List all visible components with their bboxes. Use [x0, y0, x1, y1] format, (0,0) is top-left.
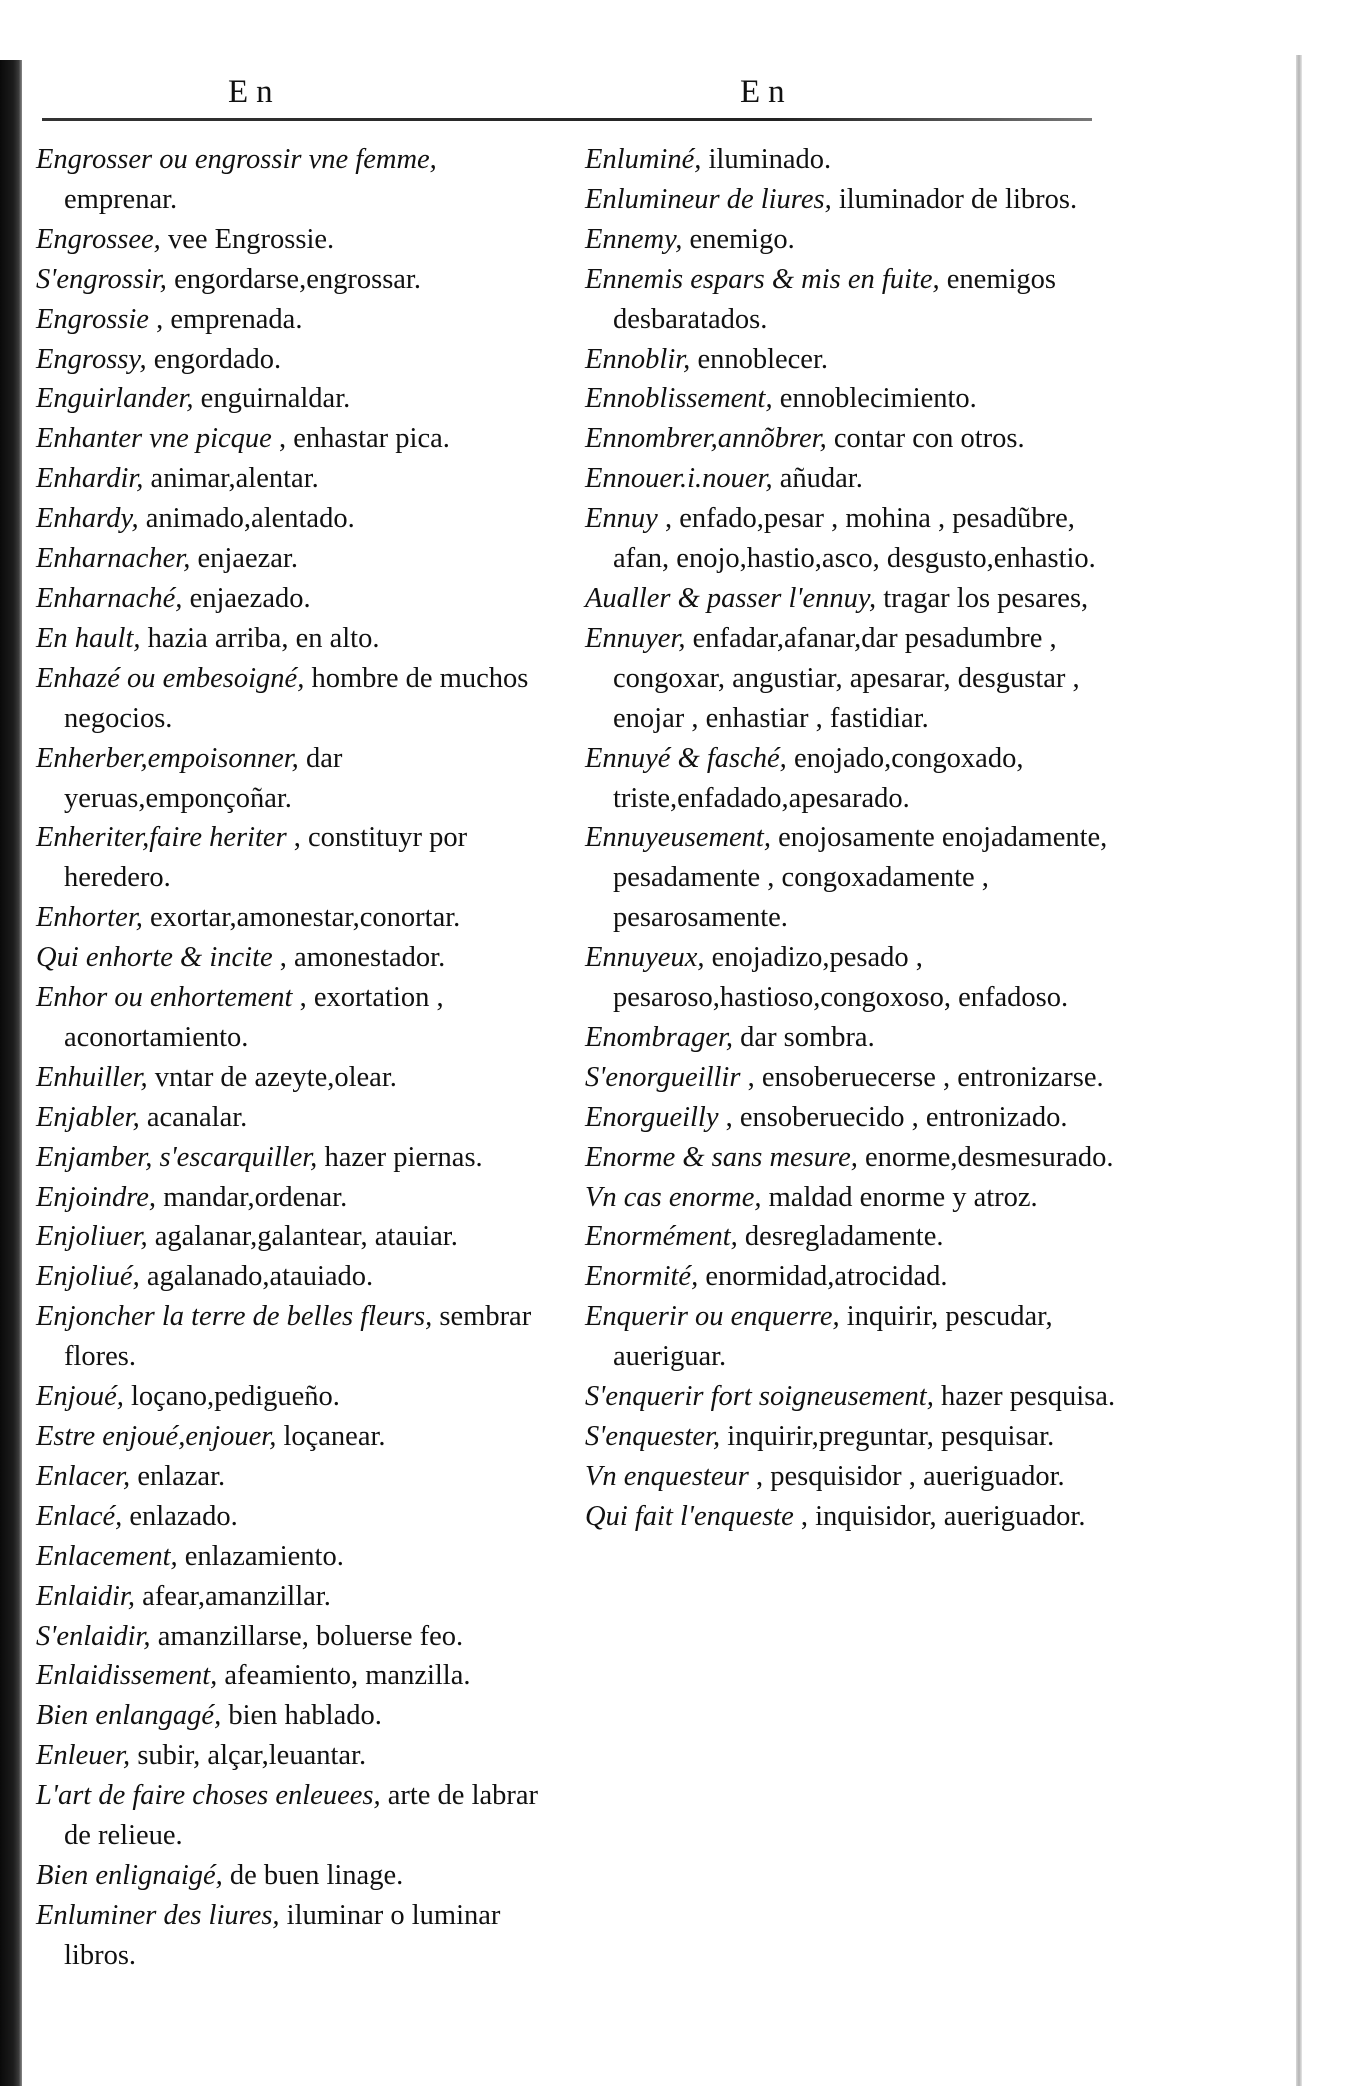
page-edge [1296, 55, 1302, 2086]
entry-headword: Enquerir ou enquerre, [585, 1301, 840, 1333]
dictionary-entry [36, 1856, 556, 1896]
dictionary-entry [36, 1138, 556, 1178]
entry-headword: Ennuy [585, 503, 658, 535]
entry-headword: Enhazé ou embesoigné, [36, 662, 305, 694]
entry-definition: animado,alentado. [138, 503, 355, 535]
entry-headword: Enleuer, [36, 1740, 131, 1772]
entry-definition: enorme,desmesurado. [857, 1141, 1114, 1173]
entry-headword: Enluminé, [585, 144, 702, 175]
entry-definition: hazer piernas. [317, 1141, 483, 1173]
entry-headword: S'enorgueillir [585, 1061, 741, 1093]
right-column [585, 140, 1120, 1537]
entry-headword: Enjoindre, [36, 1181, 157, 1213]
entry-headword: Enhor ou enhortement [36, 982, 293, 1014]
entry-headword: Enombrager, [585, 1021, 734, 1053]
dictionary-entry [585, 818, 1120, 938]
entry-definition: vee Engrossie. [160, 223, 335, 255]
entry-definition: maldad enorme y atroz. [761, 1181, 1038, 1213]
entry-definition: exortar,amonestar,conortar. [142, 902, 461, 934]
entry-headword: Enjoliué, [36, 1261, 140, 1293]
entry-headword: Enormément, [585, 1221, 738, 1253]
dictionary-entry [585, 140, 1120, 180]
entry-definition: tragar los pesares, [876, 582, 1089, 614]
entry-headword: Qui enhorte & incite [36, 942, 273, 974]
entry-definition: enojosamente enojadamente, pesadamente , congoxadamente , pesarosamente. [613, 822, 1108, 934]
dictionary-entry [585, 260, 1120, 340]
entry-definition: dar sombra. [733, 1021, 875, 1053]
entry-headword: Enherber,empoisonner, [36, 742, 299, 774]
entry-definition: arte de labrar de relieue. [64, 1780, 539, 1852]
dictionary-entry [36, 938, 556, 978]
dictionary-entry [585, 1178, 1120, 1218]
header-rule [42, 118, 1092, 121]
dictionary-entry [585, 1018, 1120, 1058]
dictionary-entry [585, 180, 1120, 220]
entry-definition: ennoblecer. [690, 343, 828, 375]
entry-definition: , enhastar pica. [271, 423, 450, 455]
entry-headword: Ennuyer, [585, 622, 686, 654]
entry-definition: , enfado,pesar , mohina , pesadũbre, afan, enojo,hastio,asco, desgusto,enhastio. [613, 503, 1096, 575]
entry-definition: inquirir, pescudar, aueriguar. [613, 1301, 1053, 1373]
dictionary-entry [585, 1098, 1120, 1138]
entry-definition: , constituyr por heredero. [64, 822, 468, 894]
entry-headword: Enhuiller, [36, 1061, 148, 1093]
dictionary-entry [585, 419, 1120, 459]
entry-definition: enojadizo,pesado , pesaroso,hastioso,congoxoso, enfadoso. [613, 942, 1069, 1014]
dictionary-entry [36, 898, 556, 938]
dictionary-entry [36, 1297, 556, 1377]
dictionary-entry [36, 619, 556, 659]
entry-definition: enjaezar. [190, 543, 298, 575]
entry-headword: S'enlaidir, [36, 1620, 151, 1652]
entry-definition: agalanado,atauiado. [139, 1261, 374, 1293]
entry-headword: Ennuyé & fasché, [585, 742, 787, 774]
entry-definition: animar,alentar. [143, 463, 319, 495]
entry-definition: engordarse,engrossar. [166, 263, 421, 295]
dictionary-entry [36, 739, 556, 819]
entry-headword: Vn enquesteur [585, 1460, 749, 1492]
entry-headword: Enlaidissement, [36, 1660, 218, 1692]
entry-headword: Enluminer des liures, [36, 1899, 280, 1931]
entry-headword: Enjoué, [36, 1381, 124, 1413]
entry-headword: Ennoblir, [585, 343, 691, 375]
dictionary-entry [36, 978, 556, 1058]
entry-headword: Ennoblissement, [585, 383, 773, 415]
book-spine-shadow [0, 60, 22, 2086]
entry-headword: Enlacé, [36, 1500, 123, 1532]
running-header-right: En [740, 74, 793, 110]
dictionary-entry [36, 499, 556, 539]
entry-definition: enlazamiento. [177, 1540, 344, 1572]
entry-definition: ennoblecimiento. [772, 383, 977, 415]
entry-definition: inquirir,preguntar, pesquisar. [720, 1421, 1055, 1452]
dictionary-entry [36, 1696, 556, 1736]
entry-headword: Enlaidir, [36, 1580, 135, 1612]
dictionary-entry [36, 1617, 556, 1657]
dictionary-entry [585, 1417, 1120, 1457]
entry-definition: enojado,congoxado, triste,enfadado,apesarado. [613, 742, 1024, 814]
dictionary-entry [585, 1377, 1120, 1417]
dictionary-entry [36, 1217, 556, 1257]
dictionary-entry [585, 220, 1120, 260]
entry-definition: , emprenada. [148, 303, 303, 335]
entry-definition: enemigo. [682, 223, 795, 255]
entry-headword: Enlumineur de liures, [585, 183, 832, 215]
dictionary-entry [36, 1776, 556, 1856]
entry-headword: Ennuyeux, [585, 942, 705, 974]
entry-definition: , ensoberuecerse , entronizarse. [740, 1061, 1104, 1093]
entry-headword: Bien enlignaigé, [36, 1859, 223, 1891]
entry-headword: Enlacement, [36, 1540, 178, 1572]
entry-definition: emprenar. [64, 183, 178, 215]
entry-headword: Enjamber, s'escarquiller, [36, 1141, 318, 1173]
dictionary-entry [585, 739, 1120, 819]
dictionary-entry [36, 300, 556, 340]
dictionary-entry [36, 1736, 556, 1776]
entry-headword: Ennouer.i.nouer, [585, 463, 773, 495]
entry-headword: Enheriter,faire heriter [36, 822, 287, 854]
entry-definition: enlazar. [130, 1460, 226, 1492]
dictionary-entry [585, 1297, 1120, 1377]
dictionary-entry [36, 1577, 556, 1617]
entry-headword: S'engrossir, [36, 263, 167, 295]
entry-headword: Enorme & sans mesure, [585, 1141, 858, 1173]
entry-headword: Enhardy, [36, 503, 139, 535]
entry-headword: Ennuyeusement, [585, 822, 771, 854]
entry-headword: Ennemy, [585, 223, 683, 255]
entry-headword: L'art de faire choses enleuees, [36, 1780, 381, 1812]
dictionary-entry [36, 260, 556, 300]
entry-headword: Engrossy, [36, 343, 147, 375]
entry-definition: enormidad,atrocidad. [698, 1261, 948, 1293]
entry-headword: Bien enlangagé, [36, 1700, 222, 1732]
dictionary-entry [36, 459, 556, 499]
entry-definition: hazer pesquisa. [933, 1381, 1116, 1413]
dictionary-entry [585, 1497, 1120, 1537]
entry-headword: Enormité, [585, 1261, 699, 1293]
entry-headword: Enlacer, [36, 1460, 131, 1492]
entry-definition: mandar,ordenar. [156, 1181, 348, 1213]
dictionary-entry [36, 818, 556, 898]
entry-definition: iluminador de libros. [831, 183, 1078, 215]
dictionary-entry [36, 659, 556, 739]
entry-definition: enguirnaldar. [193, 383, 351, 415]
dictionary-entry [36, 1537, 556, 1577]
entry-definition: hazia arriba, en alto. [140, 622, 380, 654]
entry-definition: afeamiento, manzilla. [217, 1660, 471, 1692]
entry-headword: Engrosser ou engrossir vne femme, [36, 144, 437, 175]
entry-headword: Enhorter, [36, 902, 143, 934]
dictionary-entry [36, 220, 556, 260]
dictionary-entry [36, 379, 556, 419]
entry-definition: loçanear. [276, 1421, 386, 1452]
entry-definition: iluminar o luminar libros. [64, 1899, 501, 1971]
entry-definition: afear,amanzillar. [134, 1580, 331, 1612]
dictionary-entry [585, 619, 1120, 739]
entry-headword: Estre enjoué,enjouer, [36, 1421, 277, 1452]
dictionary-entry [36, 1417, 556, 1457]
dictionary-entry [36, 1457, 556, 1497]
dictionary-entry [585, 579, 1120, 619]
dictionary-entry [585, 379, 1120, 419]
running-header-left: En [228, 74, 281, 110]
entry-definition: iluminado. [701, 144, 832, 175]
entry-headword: En hault, [36, 622, 141, 654]
entry-definition: acanalar. [139, 1101, 248, 1133]
entry-definition: contar con otros. [826, 423, 1025, 455]
entry-definition: , ensoberuecido , entronizado. [718, 1101, 1068, 1133]
entry-headword: Enjoncher la terre de belles fleurs, [36, 1301, 433, 1333]
entry-headword: Ennemis espars & mis en fuite, [585, 263, 940, 295]
entry-definition: hombre de muchos negocios. [64, 662, 529, 734]
dictionary-entry [585, 1257, 1120, 1297]
dictionary-entry [36, 539, 556, 579]
dictionary-entry [36, 1497, 556, 1537]
entry-definition: agalanar,galantear, atauiar. [147, 1221, 458, 1253]
dictionary-entry [585, 459, 1120, 499]
entry-headword: Engrossee, [36, 223, 161, 255]
entry-definition: enfadar,afanar,dar pesadumbre , congoxar, angustiar, apesarar, desgustar , enojar , enhastiar , fastidiar. [613, 622, 1080, 734]
entry-definition: vntar de azeyte,olear. [147, 1061, 397, 1093]
left-column [36, 140, 556, 1976]
entry-definition: dar yeruas,emponçoñar. [64, 742, 343, 814]
dictionary-entry [585, 1058, 1120, 1098]
entry-definition: loçano,pedigueño. [123, 1381, 340, 1413]
dictionary-entry [36, 579, 556, 619]
dictionary-entry [36, 1377, 556, 1417]
entry-headword: Enharnaché, [36, 582, 183, 614]
entry-definition: subir, alçar,leuantar. [130, 1740, 367, 1772]
entry-definition: desregladamente. [737, 1221, 944, 1253]
entry-headword: Enhardir, [36, 463, 144, 495]
entry-definition: enemigos desbaratados. [613, 263, 1056, 335]
dictionary-entry [585, 1457, 1120, 1497]
entry-definition: enjaezado. [182, 582, 311, 614]
entry-headword: Aualler & passer l'ennuy, [585, 582, 877, 614]
entry-headword: Enjabler, [36, 1101, 140, 1133]
dictionary-entry [36, 340, 556, 380]
entry-definition: añudar. [772, 463, 863, 495]
dictionary-entry [36, 1257, 556, 1297]
entry-definition: , exortation , aconortamiento. [64, 982, 444, 1053]
entry-headword: Enjoliuer, [36, 1221, 148, 1253]
entry-headword: Enguirlander, [36, 383, 194, 415]
dictionary-entry [585, 938, 1120, 1018]
entry-definition: bien hablado. [221, 1700, 382, 1732]
entry-headword: S'enquester, [585, 1421, 721, 1452]
entry-headword: Qui fait l'enqueste [585, 1500, 794, 1532]
entry-definition: , amonestador. [272, 942, 446, 974]
entry-headword: Enhanter vne picque [36, 423, 272, 455]
entry-definition: , pesquisidor , aueriguador. [748, 1460, 1065, 1492]
entry-definition: sembrar flores. [64, 1301, 532, 1373]
dictionary-entry [36, 1098, 556, 1138]
entry-definition: de buen linage. [222, 1859, 404, 1891]
dictionary-entry [585, 499, 1120, 579]
dictionary-entry [36, 1058, 556, 1098]
entry-headword: Ennombrer,annõbrer, [585, 423, 827, 455]
entry-definition: engordado. [146, 343, 282, 375]
dictionary-entry [36, 1896, 556, 1976]
dictionary-entry [36, 419, 556, 459]
dictionary-entry [585, 340, 1120, 380]
entry-headword: Engrossie [36, 303, 149, 335]
dictionary-entry [585, 1217, 1120, 1257]
entry-headword: Vn cas enorme, [585, 1181, 762, 1213]
dictionary-entry [36, 1656, 556, 1696]
entry-definition: enlazado. [122, 1500, 238, 1532]
entry-headword: Enharnacher, [36, 543, 191, 575]
dictionary-entry [36, 140, 556, 220]
entry-definition: , inquisidor, aueriguador. [793, 1500, 1086, 1532]
entry-headword: S'enquerir fort soigneusement, [585, 1381, 934, 1413]
entry-definition: amanzillarse, boluerse feo. [150, 1620, 464, 1652]
dictionary-entry [36, 1178, 556, 1218]
entry-headword: Enorgueilly [585, 1101, 719, 1133]
dictionary-entry [585, 1138, 1120, 1178]
